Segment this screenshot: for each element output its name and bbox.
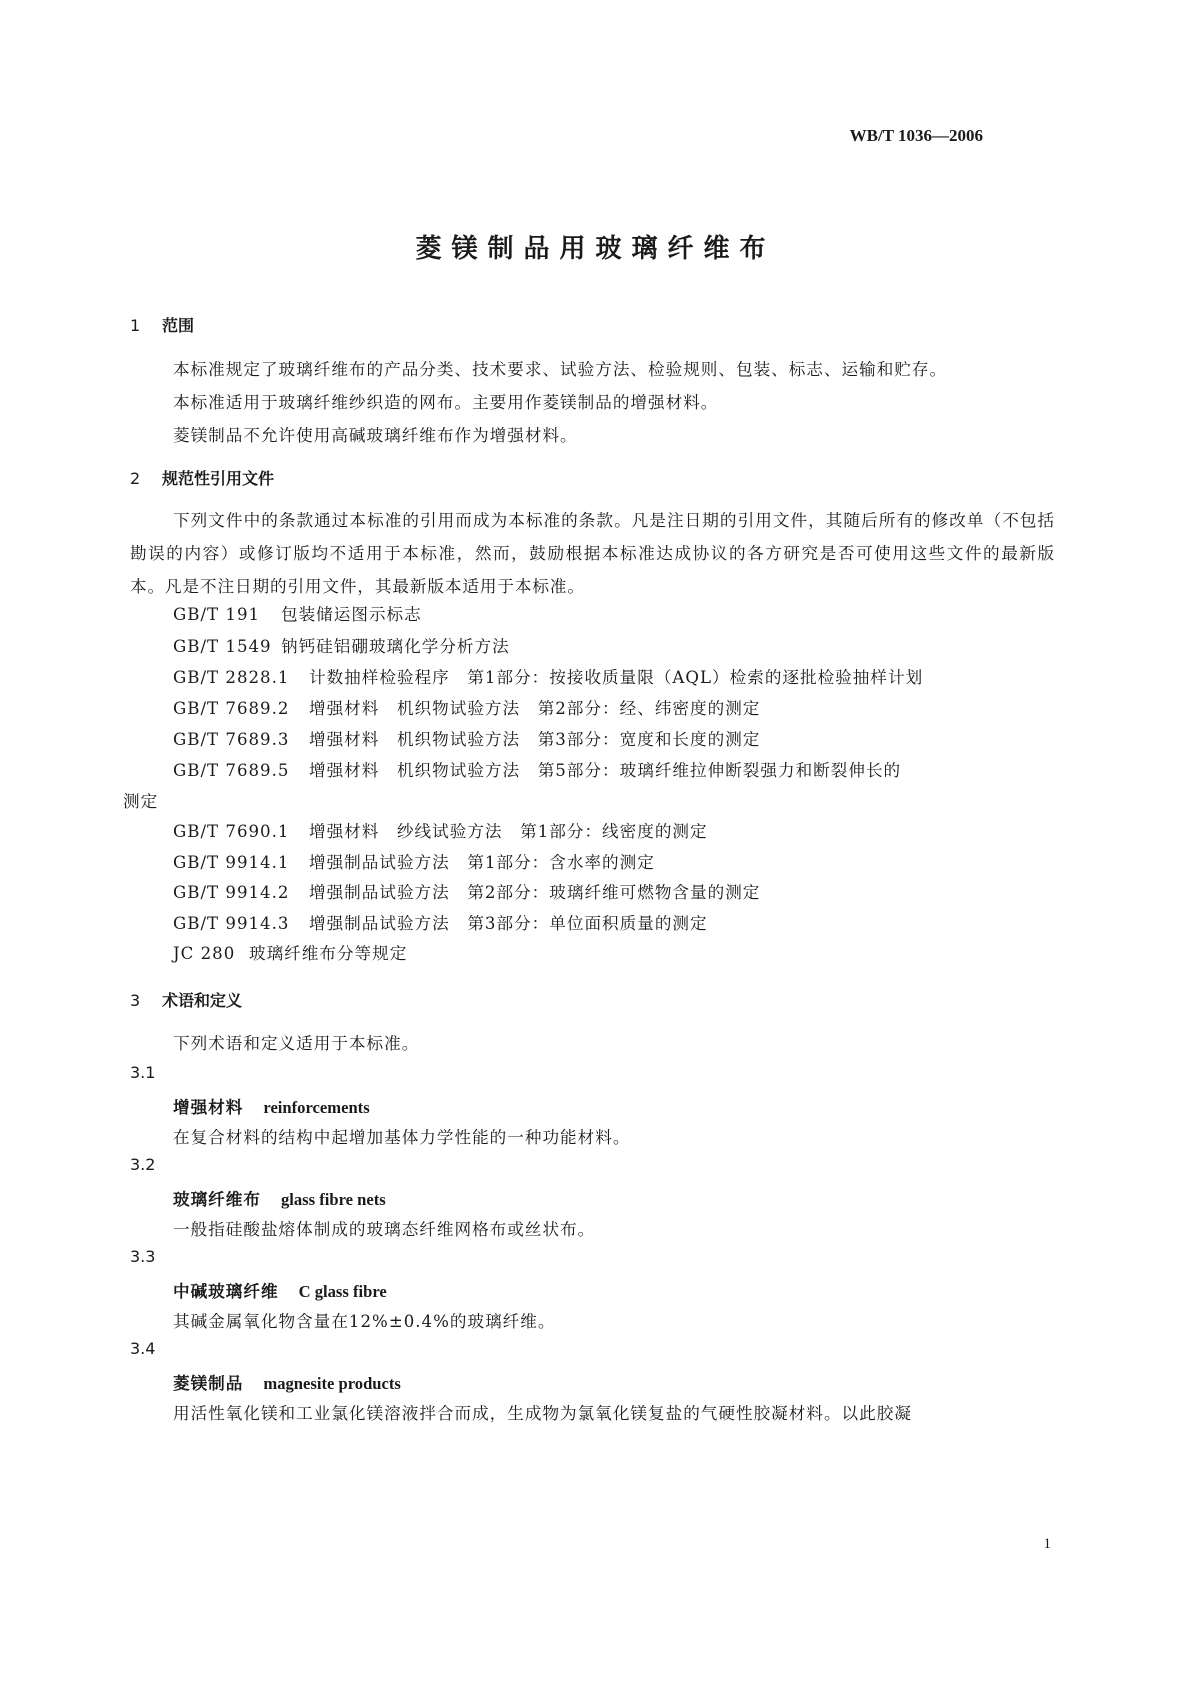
- reference-item: [173, 695, 760, 719]
- paragraph: 本标准适用于玻璃纤维纱织造的网布。主要用作菱镁制品的增强材料。: [173, 393, 719, 412]
- reference-title: 玻璃纤维布分等规定: [249, 944, 408, 963]
- section-heading-terms: [130, 988, 242, 1011]
- reference-code: GB/T 7690.1: [173, 822, 290, 841]
- term-zh: 增强材料: [173, 1097, 244, 1117]
- term-number: 3.4: [130, 1339, 156, 1358]
- term-heading: [173, 1278, 387, 1302]
- term-heading: [173, 1094, 370, 1118]
- page-number: 1: [1043, 1536, 1051, 1552]
- reference-item: [173, 633, 510, 657]
- references-intro: 下列文件中的条款通过本标准的引用而成为本标准的条款。凡是注日期的引用文件，其随后所有的修改单（不包括勘误的内容）或修订版均不适用于本标准，然而，鼓励根据本标准达成协议的各方研究是否可使用这些文件的最新版本。凡是不注日期的引用文件，其最新版本适用于本标准。: [130, 511, 1055, 596]
- reference-title: 增强材料 纱线试验方法 第1部分：线密度的测定: [309, 822, 708, 841]
- section-heading-references: [130, 466, 274, 489]
- reference-item: [173, 940, 407, 964]
- reference-code: JC 280: [173, 944, 236, 963]
- paragraph: 菱镁制品不允许使用高碱玻璃纤维布作为增强材料。: [173, 426, 578, 445]
- term-number: 3.2: [130, 1155, 156, 1174]
- reference-code: GB/T 1549: [173, 637, 272, 656]
- reference-title: 增强制品试验方法 第1部分：含水率的测定: [309, 853, 655, 872]
- reference-code: GB/T 9914.3: [173, 914, 290, 933]
- term-zh: 菱镁制品: [173, 1373, 244, 1393]
- reference-item: [173, 664, 923, 688]
- reference-title: 计数抽样检验程序 第1部分：按接收质量限（AQL）检索的逐批检验抽样计划: [309, 668, 924, 687]
- term-definition: 用活性氧化镁和工业氯化镁溶液拌合而成，生成物为氯氧化镁复盐的气硬性胶凝材料。以此胶凝: [173, 1404, 912, 1423]
- paragraph: 本标准规定了玻璃纤维布的产品分类、技术要求、试验方法、检验规则、包装、标志、运输和贮存。: [173, 360, 948, 379]
- reference-code: GB/T 9914.2: [173, 883, 290, 902]
- term-definition: 一般指硅酸盐熔体制成的玻璃态纤维网格布或丝状布。: [173, 1220, 596, 1239]
- term-definition: 在复合材料的结构中起增加基体力学性能的一种功能材料。: [173, 1128, 631, 1147]
- reference-title: 包装储运图示标志: [281, 605, 422, 624]
- reference-code: GB/T 7689.3: [173, 730, 290, 749]
- reference-title: 增强材料 机织物试验方法 第2部分：经、纬密度的测定: [309, 699, 761, 718]
- section-heading-scope: [130, 313, 194, 336]
- section-title: 范围: [162, 316, 195, 335]
- standard-code: WB/T 1036—2006: [849, 126, 983, 145]
- term-zh: 玻璃纤维布: [173, 1189, 261, 1209]
- reference-item: [173, 726, 760, 750]
- reference-title: 增强制品试验方法 第2部分：玻璃纤维可燃物含量的测定: [309, 883, 761, 902]
- reference-code: GB/T 9914.1: [173, 853, 290, 872]
- term-en: magnesite products: [263, 1374, 401, 1393]
- term-number: 3.1: [130, 1063, 156, 1082]
- reference-item: [173, 757, 901, 781]
- terms-intro: 下列术语和定义适用于本标准。: [173, 1034, 420, 1053]
- reference-title: 增强制品试验方法 第3部分：单位面积质量的测定: [309, 914, 708, 933]
- reference-code: GB/T 7689.2: [173, 699, 290, 718]
- reference-title-continuation: 测定: [123, 792, 159, 811]
- reference-code: GB/T 2828.1: [173, 668, 290, 687]
- term-en: glass fibre nets: [280, 1190, 386, 1209]
- reference-item: [173, 601, 422, 625]
- term-heading: [173, 1186, 386, 1210]
- document-title: 菱镁制品用玻璃纤维布: [415, 234, 776, 264]
- reference-item: [173, 849, 655, 873]
- term-en: C glass fibre: [298, 1282, 387, 1301]
- reference-code: GB/T 191: [173, 605, 261, 624]
- reference-title: 钠钙硅铝硼玻璃化学分析方法: [281, 637, 510, 656]
- term-en: reinforcements: [263, 1098, 370, 1117]
- section-number: 1: [130, 316, 141, 335]
- section-number: 3: [130, 991, 141, 1010]
- reference-item: [173, 910, 708, 934]
- reference-title: 增强材料 机织物试验方法 第5部分：玻璃纤维拉伸断裂强力和断裂伸长的: [309, 761, 902, 780]
- term-heading: [173, 1370, 401, 1394]
- section-title: 术语和定义: [162, 991, 243, 1010]
- term-number: 3.3: [130, 1247, 156, 1266]
- reference-item: [173, 879, 760, 903]
- reference-code: GB/T 7689.5: [173, 761, 290, 780]
- section-title: 规范性引用文件: [162, 469, 275, 488]
- reference-title: 增强材料 机织物试验方法 第3部分：宽度和长度的测定: [309, 730, 761, 749]
- reference-item: [173, 818, 708, 842]
- term-definition: 其碱金属氧化物含量在12%±0.4%的玻璃纤维。: [173, 1312, 556, 1331]
- term-zh: 中碱玻璃纤维: [173, 1281, 279, 1301]
- section-number: 2: [130, 469, 141, 488]
